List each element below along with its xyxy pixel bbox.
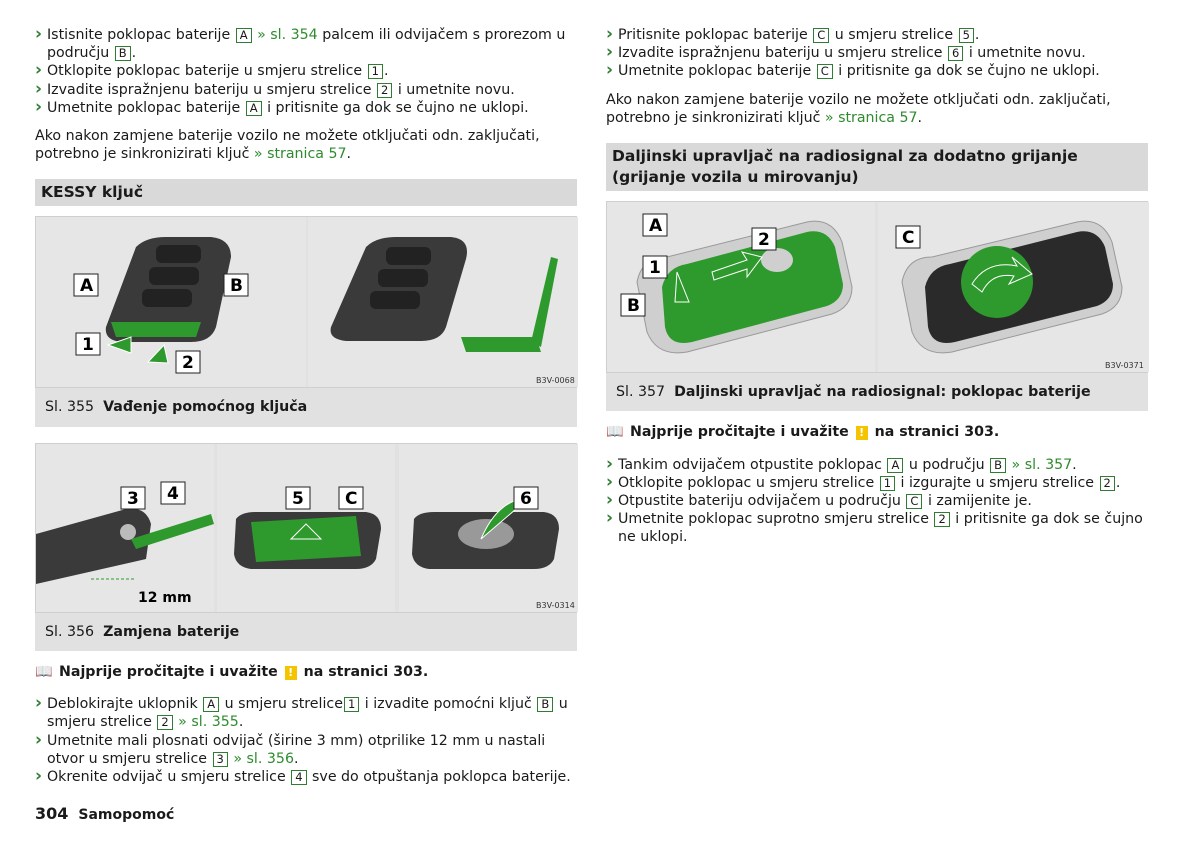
step-item: › Otpustite bateriju odvijačem u području C i zamijenite je. [606,492,1148,510]
step-item: › Izvadite ispražnjenu bateriju u smjeru strelice 2 i umetnite novu. [35,81,577,99]
section-heading: Daljinski upravljač na radiosignal za dodatno grijanje (grijanje vozila u mirovanju) [606,143,1148,191]
label-c: C [902,228,915,249]
safety-note: 📖 Najprije pročitajte i uvažite ! na stranici 303. [606,424,1000,441]
label-1: 1 [649,258,661,279]
warning-icon: ! [285,666,297,680]
label-5: 5 [292,488,304,509]
figure-caption: Sl. 355 Vađenje pomoćnog ključa [35,388,577,426]
sync-paragraph: Ako nakon zamjene baterije vozilo ne možete otključati odn. zaključati, potrebno je sinkronizirati ključ » stranica 57. [35,128,540,163]
page-number: 304 [35,804,69,823]
sync-paragraph: Ako nakon zamjene baterije vozilo ne možete otključati odn. zaključati, potrebno je sinkronizirati ključ » stranica 57. [606,91,1111,126]
left-column [35,26,577,786]
step-item: › Umetnite poklopac baterije C i pritisnite ga dok se čujno ne uklopi. [606,62,1148,80]
label-4: 4 [167,483,179,504]
label-2: 2 [758,230,770,251]
figure-356 [35,443,577,613]
figure-357 [606,201,1148,373]
label-c: C [345,488,358,509]
figure-code: B3V-0068 [536,376,575,386]
figure-caption: Sl. 357 Daljinski upravljač na radiosignal: poklopac baterije [606,373,1148,411]
label-3: 3 [127,488,139,509]
figure-caption: Sl. 356 Zamjena baterije [35,613,577,651]
label-6: 6 [520,488,532,509]
step-item: › Umetnite poklopac suprotno smjeru strelice 2 i pritisnite ga dok se čujno ne uklopi. [606,510,1148,546]
figure-355 [35,216,577,388]
section-heading: KESSY ključ [35,179,577,206]
figure-link[interactable]: » sl. 354 [252,27,318,43]
battery-illustration [36,444,578,612]
label-1: 1 [82,335,94,356]
book-icon: 📖 [606,424,624,441]
safety-note: 📖 Najprije pročitajte i uvažite ! na stranici 303. [35,663,429,680]
step-item: › Pritisnite poklopac baterije C u smjeru strelice 5 . [606,26,1148,44]
label-b: B [230,276,243,297]
figure-code: B3V-0371 [1105,361,1144,371]
page-footer [35,805,174,824]
book-icon: 📖 [35,663,53,680]
remote-illustration [607,202,1149,372]
key-illustration [36,217,578,387]
page-link[interactable]: » stranica 57 [253,146,347,163]
step-item: › Tankim odvijačem otpustite poklopac A u području B » sl. 357. [606,456,1148,474]
figure-link[interactable]: » sl. 355 [173,714,239,731]
label-a: A [80,276,94,297]
figure-code: B3V-0314 [536,600,575,610]
chapter-name: Samopomoć [78,807,175,823]
step-item: › Okrenite odvijač u smjeru strelice 4 sve do otpuštanja poklopca baterije. [35,768,577,786]
figure-link[interactable]: » sl. 357 [1007,456,1073,473]
step-item: › Izvadite ispražnjenu bateriju u smjeru strelice 6 i umetnite novu. [606,44,1148,62]
warning-icon: ! [856,426,868,440]
step-item: › Otklopite poklopac u smjeru strelice 1 i izgurajte u smjeru strelice 2 . [606,474,1148,492]
step-item: › Otklopite poklopac baterije u smjeru strelice 1 . [35,62,577,80]
step-item: › Deblokirajte uklopnik A u smjeru strelice 1 i izvadite pomoćni ključ B u smjeru strelice 2 » sl. 355. [35,695,577,731]
figure-link[interactable]: » sl. 356 [228,750,294,767]
label-b: B [627,296,640,317]
step-item: › Umetnite mali plosnati odvijač (širine 3 mm) otprilike 12 mm u nastali otvor u smjeru strelice 3 » sl. 356. [35,732,577,768]
label-2: 2 [182,353,194,374]
step-item: › Umetnite poklopac baterije A i pritisnite ga dok se čujno ne uklopi. [35,99,577,117]
page-link[interactable]: » stranica 57 [824,109,918,126]
step-item: › Istisnite poklopac baterije A » sl. 354 palcem ili odvijačem s prorezom u području B . [35,26,577,62]
right-column [606,26,1148,547]
label-a: A [649,216,663,237]
measure-label: 12 mm [138,589,192,606]
